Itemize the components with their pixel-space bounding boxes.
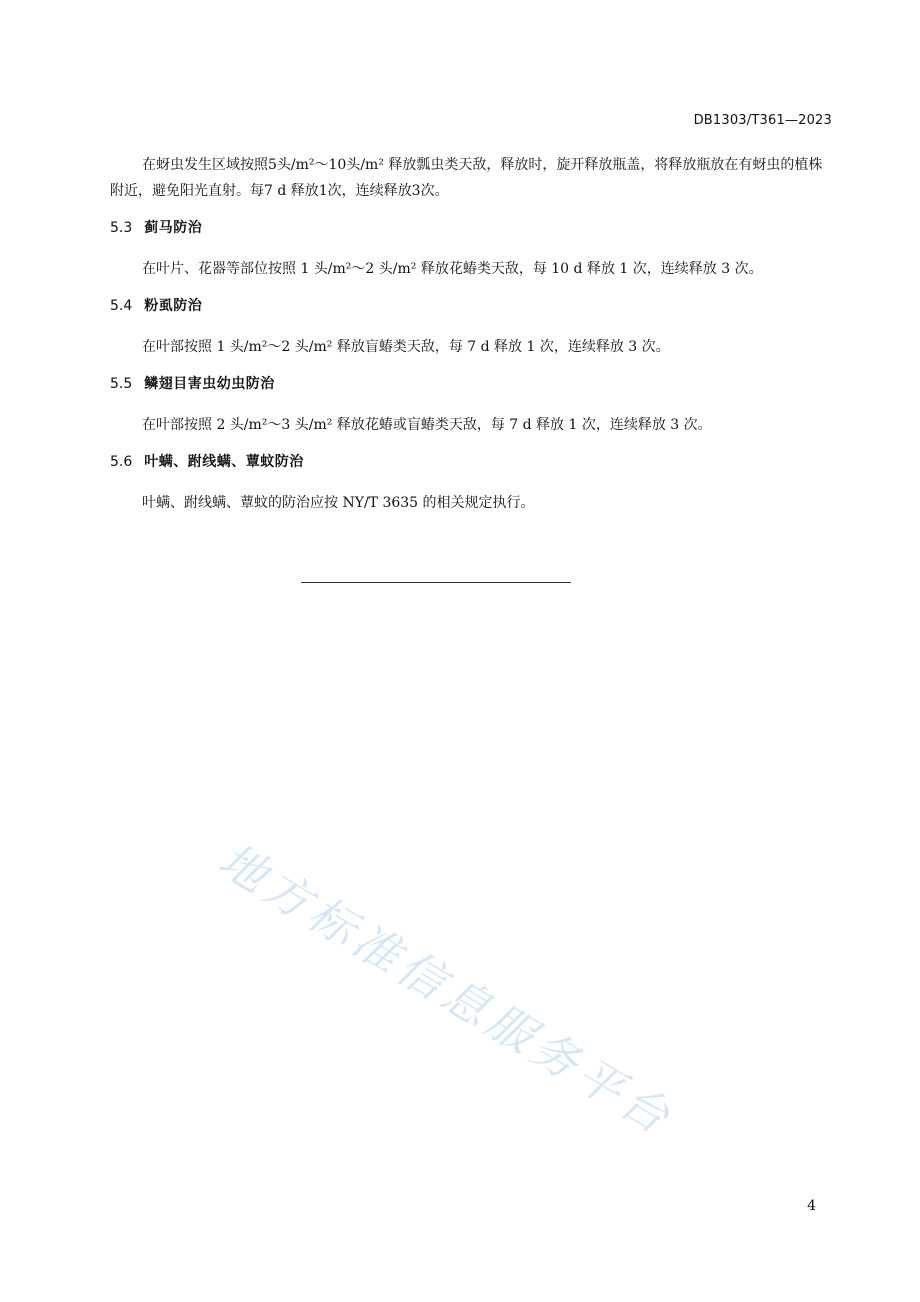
document-body [110,152,832,516]
section-heading-5-4 [110,296,832,316]
section-number: 5.4 [110,298,133,314]
section-number: 5.5 [110,376,133,392]
section-heading-5-3 [110,218,832,238]
section-number: 5.3 [110,220,133,236]
paragraph-mite-control: 叶螨、跗线螨、蕈蚊的防治应按 NY/T 3635 的相关规定执行。 [142,495,535,511]
section-title: 鳞翅目害虫幼虫防治 [144,376,275,392]
section-number: 5.6 [110,454,133,470]
paragraph-aphid-release: 在蚜虫发生区域按照5头/m²～10头/m² 释放瓢虫类天敌，释放时，旋开释放瓶盖，将释放瓶放在有蚜虫的植株附近，避免阳光直射。每7 d 释放1次，连续释放3次。 [110,157,823,199]
document-code: DB1303/T361—2023 [693,113,832,128]
end-divider-line [301,582,571,583]
paragraph-lepidoptera-control: 在叶部按照 2 头/m²～3 头/m² 释放花蝽或盲蝽类天敌，每 7 d 释放 1 次，连续释放 3 次。 [142,417,712,433]
paragraph-whitefly-control: 在叶部按照 1 头/m²～2 头/m² 释放盲蝽类天敌，每 7 d 释放 1 次，连续释放 3 次。 [142,339,670,355]
section-title: 蓟马防治 [144,220,203,236]
watermark-text: 地方标准信息服务平台 [209,832,684,1147]
section-title: 叶螨、跗线螨、蕈蚊防治 [144,454,304,470]
section-heading-5-6 [110,452,832,472]
section-heading-5-5 [110,374,832,394]
paragraph-thrips-control: 在叶片、花器等部位按照 1 头/m²～2 头/m² 释放花蝽类天敌，每 10 d 释放 1 次，连续释放 3 次。 [142,261,763,277]
page-number: 4 [807,1198,816,1214]
section-title: 粉虱防治 [144,298,203,314]
